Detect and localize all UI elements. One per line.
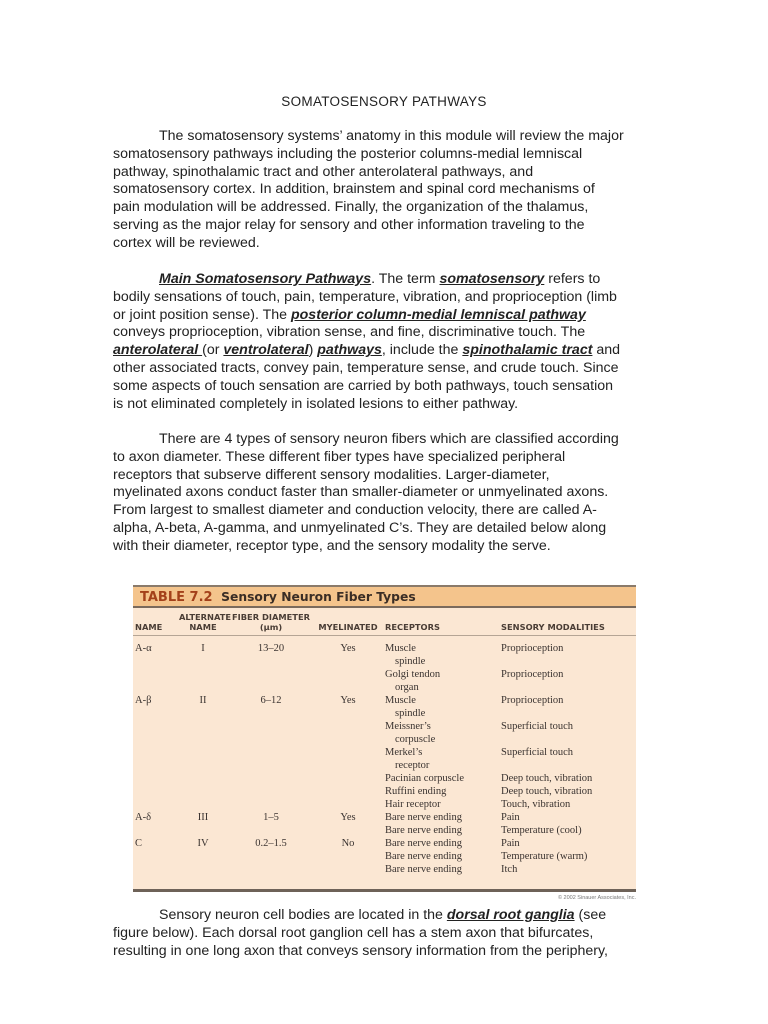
cell-alternate-name [177,824,229,837]
fiber-types-paragraph [113,431,673,556]
table-row [133,694,636,720]
emphasized-term: dorsal root ganglia [446,907,575,923]
text-run: (see [574,907,607,923]
text-run: receptors that subserve different sensory modalities. Larger-diameter, [113,466,550,483]
cell-alternate-name: II [199,695,207,706]
cell-name: C [135,838,143,849]
cell-alternate-name [177,798,229,811]
text-run: somatosensory pathways including the posterior columns-medial lemniscal [113,145,583,162]
text-line [113,217,673,235]
cell-name [133,798,177,811]
receptor-text: Golgi tendon [385,669,441,680]
text-run: (or [202,342,224,359]
receptor-text: spindle [395,708,426,719]
receptor-text: Muscle [385,695,416,706]
table-row [133,824,636,837]
cell-sensory-modality: Pain [501,838,520,849]
cell-fiber-diameter [229,798,313,811]
cell-fiber-diameter [229,863,313,876]
lower-section [0,585,768,960]
text-run: somatosensory cortex. In addition, brainstem and spinal cord mechanisms of [113,181,595,198]
cell-sensory-modality: Temperature (warm) [501,851,588,862]
cell-myelinated: Yes [340,695,356,706]
text-line [113,146,673,164]
cell-name [133,720,177,746]
text-run: resulting in one long axon that conveys sensory information from the periphery, [113,942,608,959]
cell-alternate-name: IV [197,838,209,849]
cell-receptors [383,785,499,798]
text-line [113,378,673,396]
cell-receptors [383,668,499,694]
cell-sensory-modality: Superficial touch [501,747,574,758]
receptor-text: corpuscle [395,734,436,745]
text-run: figure below). Each dorsal root ganglion cell has a stem axon that bifurcates, [113,924,594,941]
cell-name [133,850,177,863]
text-line [113,396,673,414]
cell-name: A-β [135,695,152,706]
cell-receptors [383,636,499,669]
cell-myelinated [313,863,383,876]
cell-receptors [383,837,499,850]
table-row [133,668,636,694]
text-line [113,431,673,449]
text-run: alpha, A-beta, A-gamma, and unmyelinated C’s. They are detailed below along [113,519,607,536]
table-row [133,746,636,772]
cell-name: A-α [135,643,152,654]
cell-name [133,772,177,785]
cell-receptors [383,798,499,811]
receptor-text: Pacinian corpuscle [385,773,465,784]
col-header-name: NAME [133,608,177,636]
cell-alternate-name [177,863,229,876]
cell-fiber-diameter: 6–12 [260,695,282,706]
cell-name: A-δ [135,812,152,823]
cell-sensory-modality: Itch [501,864,518,875]
text-line [113,484,673,502]
text-line [113,289,673,307]
cell-alternate-name [177,668,229,694]
receptor-text: Muscle [385,643,416,654]
cell-name [133,863,177,876]
cell-fiber-diameter [229,720,313,746]
cell-sensory-modality: Proprioception [501,695,564,706]
cell-myelinated: Yes [340,812,356,823]
emphasized-term: posterior column-medial lemniscal pathway [290,306,586,323]
receptor-text: Meissner’s [385,721,431,732]
receptor-text: Merkel’s [385,747,423,758]
text-run: . The term [371,271,440,287]
text-run: myelinated axons conduct faster than smaller-diameter or unmyelinated axons. [113,484,609,501]
text-line [113,467,673,485]
text-run: Sensory neuron cell bodies are located in the [159,907,447,923]
emphasized-term: somatosensory [439,271,545,287]
text-line [113,360,673,378]
cell-alternate-name [177,746,229,772]
cell-receptors [383,850,499,863]
text-line [113,925,673,943]
table-row [133,636,636,669]
cell-name [133,668,177,694]
cell-fiber-diameter: 0.2–1.5 [255,838,287,849]
table-number: TABLE 7.2 [140,590,213,605]
text-line [113,502,673,520]
cell-myelinated [313,772,383,785]
fiber-types-table [133,585,636,892]
cell-receptors [383,746,499,772]
cell-sensory-modality: Superficial touch [501,721,574,732]
cell-myelinated [313,798,383,811]
emphasized-term: anterolateral [113,342,203,359]
receptor-text: Ruffini ending [385,786,447,797]
receptor-text: Bare nerve ending [385,838,462,849]
cell-myelinated [313,668,383,694]
cell-fiber-diameter [229,850,313,863]
table-row [133,811,636,824]
text-line [113,164,673,182]
cell-fiber-diameter [229,668,313,694]
text-line [113,449,673,467]
receptor-text: Bare nerve ending [385,812,462,823]
text-run: pathway, spinothalamic tract and other anterolateral pathways, and [113,163,534,180]
cell-sensory-modality: Deep touch, vibration [501,786,593,797]
cell-sensory-modality: Temperature (cool) [501,825,582,836]
cell-fiber-diameter [229,772,313,785]
receptor-text: receptor [395,760,430,771]
cell-fiber-diameter: 1–5 [263,812,279,823]
cell-fiber-diameter [229,824,313,837]
receptor-text: spindle [395,656,426,667]
receptor-text: Hair receptor [385,799,441,810]
cell-sensory-modality: Touch, vibration [501,799,571,810]
cell-receptors [383,863,499,876]
table-row [133,772,636,785]
text-line [113,907,673,925]
emphasized-term: ventrolateral [223,342,309,359]
dorsal-root-paragraph [113,907,673,960]
text-run: cortex will be reviewed. [113,234,260,251]
text-line [113,324,673,342]
cell-alternate-name: I [201,643,205,654]
cell-alternate-name [177,785,229,798]
copyright-notice: © 2002 Sinauer Associates, Inc. [557,895,636,901]
text-line [113,943,673,961]
text-run: with their diameter, receptor type, and the sensory modality the serve. [113,537,551,554]
receptor-text: Bare nerve ending [385,851,462,862]
cell-sensory-modality: Proprioception [501,669,564,680]
cell-sensory-modality: Pain [501,812,520,823]
text-run: is not eliminated completely in isolated lesions to either pathway. [113,395,519,412]
col-header-sensory-modalities: SENSORY MODALITIES [499,608,636,636]
table-title: Sensory Neuron Fiber Types [221,590,416,604]
intro-paragraph [113,128,673,253]
cell-alternate-name: III [197,812,209,823]
table-header-row [133,608,636,636]
receptor-text: Bare nerve ending [385,825,462,836]
text-run: , include the [381,342,463,359]
cell-myelinated [313,746,383,772]
page-title: SOMATOSENSORY PATHWAYS [281,94,487,109]
cell-alternate-name [177,720,229,746]
table-row [133,837,636,850]
cell-sensory-modality: Deep touch, vibration [501,773,593,784]
cell-alternate-name [177,772,229,785]
table-row [133,850,636,863]
text-line [113,342,673,360]
cell-receptors [383,694,499,720]
text-run: bodily sensations of touch, pain, temperature, vibration, and proprioception (limb [113,288,617,305]
text-run: refers to [544,271,601,287]
cell-receptors [383,772,499,785]
cell-myelinated: Yes [340,643,356,654]
table-row [133,798,636,811]
emphasized-term: spinothalamic tract [462,342,593,359]
col-header-alternate-name: ALTERNATE NAME [177,608,229,636]
receptor-text: organ [395,682,419,693]
cell-myelinated [313,824,383,837]
cell-myelinated [313,850,383,863]
cell-receptors [383,824,499,837]
text-line [113,235,673,253]
text-line [113,128,673,146]
cell-fiber-diameter: 13–20 [257,643,285,654]
text-run: some aspects of touch sensation are carried by both pathways, touch sensation [113,377,614,394]
text-run: From largest to smallest diameter and conduction velocity, there are called A- [113,502,597,519]
table-row [133,863,636,876]
table-row [133,720,636,746]
text-line [113,520,673,538]
text-run: ) [308,342,318,359]
table-caption [133,587,636,608]
text-run: conveys proprioception, vibration sense, and fine, discriminative touch. The [113,324,586,341]
cell-myelinated [313,785,383,798]
receptor-text: Bare nerve ending [385,864,462,875]
col-header-fiber-diameter: FIBER DIAMETER (µm) [229,608,313,636]
main-pathways-paragraph [113,271,673,413]
cell-alternate-name [177,850,229,863]
text-run: or joint position sense). The [113,306,291,323]
cell-sensory-modality: Proprioception [501,643,564,654]
cell-fiber-diameter [229,746,313,772]
table-row [133,785,636,798]
cell-myelinated: No [341,838,355,849]
text-run: other associated tracts, convey pain, temperature sense, and crude touch. Since [113,359,619,376]
cell-fiber-diameter [229,785,313,798]
text-run: to axon diameter. These different fiber types have specialized peripheral [113,448,566,465]
col-header-myelinated: MYELINATED [313,608,383,636]
text-run: serving as the major relay for sensory and other information traveling to the [113,216,585,233]
cell-name [133,824,177,837]
cell-name [133,785,177,798]
text-line [113,181,673,199]
cell-receptors [383,811,499,824]
text-line [113,538,673,556]
cell-myelinated [313,720,383,746]
text-line [113,307,673,325]
emphasized-term: pathways [317,342,382,359]
text-run: There are 4 types of sensory neuron fibers which are classified according [159,431,619,447]
text-run: pain modulation will be addressed. Finally, the organization of the thalamus, [113,199,589,216]
emphasized-term: Main Somatosensory Pathways [159,271,372,287]
col-header-receptors: RECEPTORS [383,608,499,636]
text-line [113,271,673,289]
text-line [113,199,673,217]
cell-receptors [383,720,499,746]
text-run: and [592,342,621,359]
text-run: The somatosensory systems’ anatomy in this module will review the major [159,128,624,144]
cell-name [133,746,177,772]
